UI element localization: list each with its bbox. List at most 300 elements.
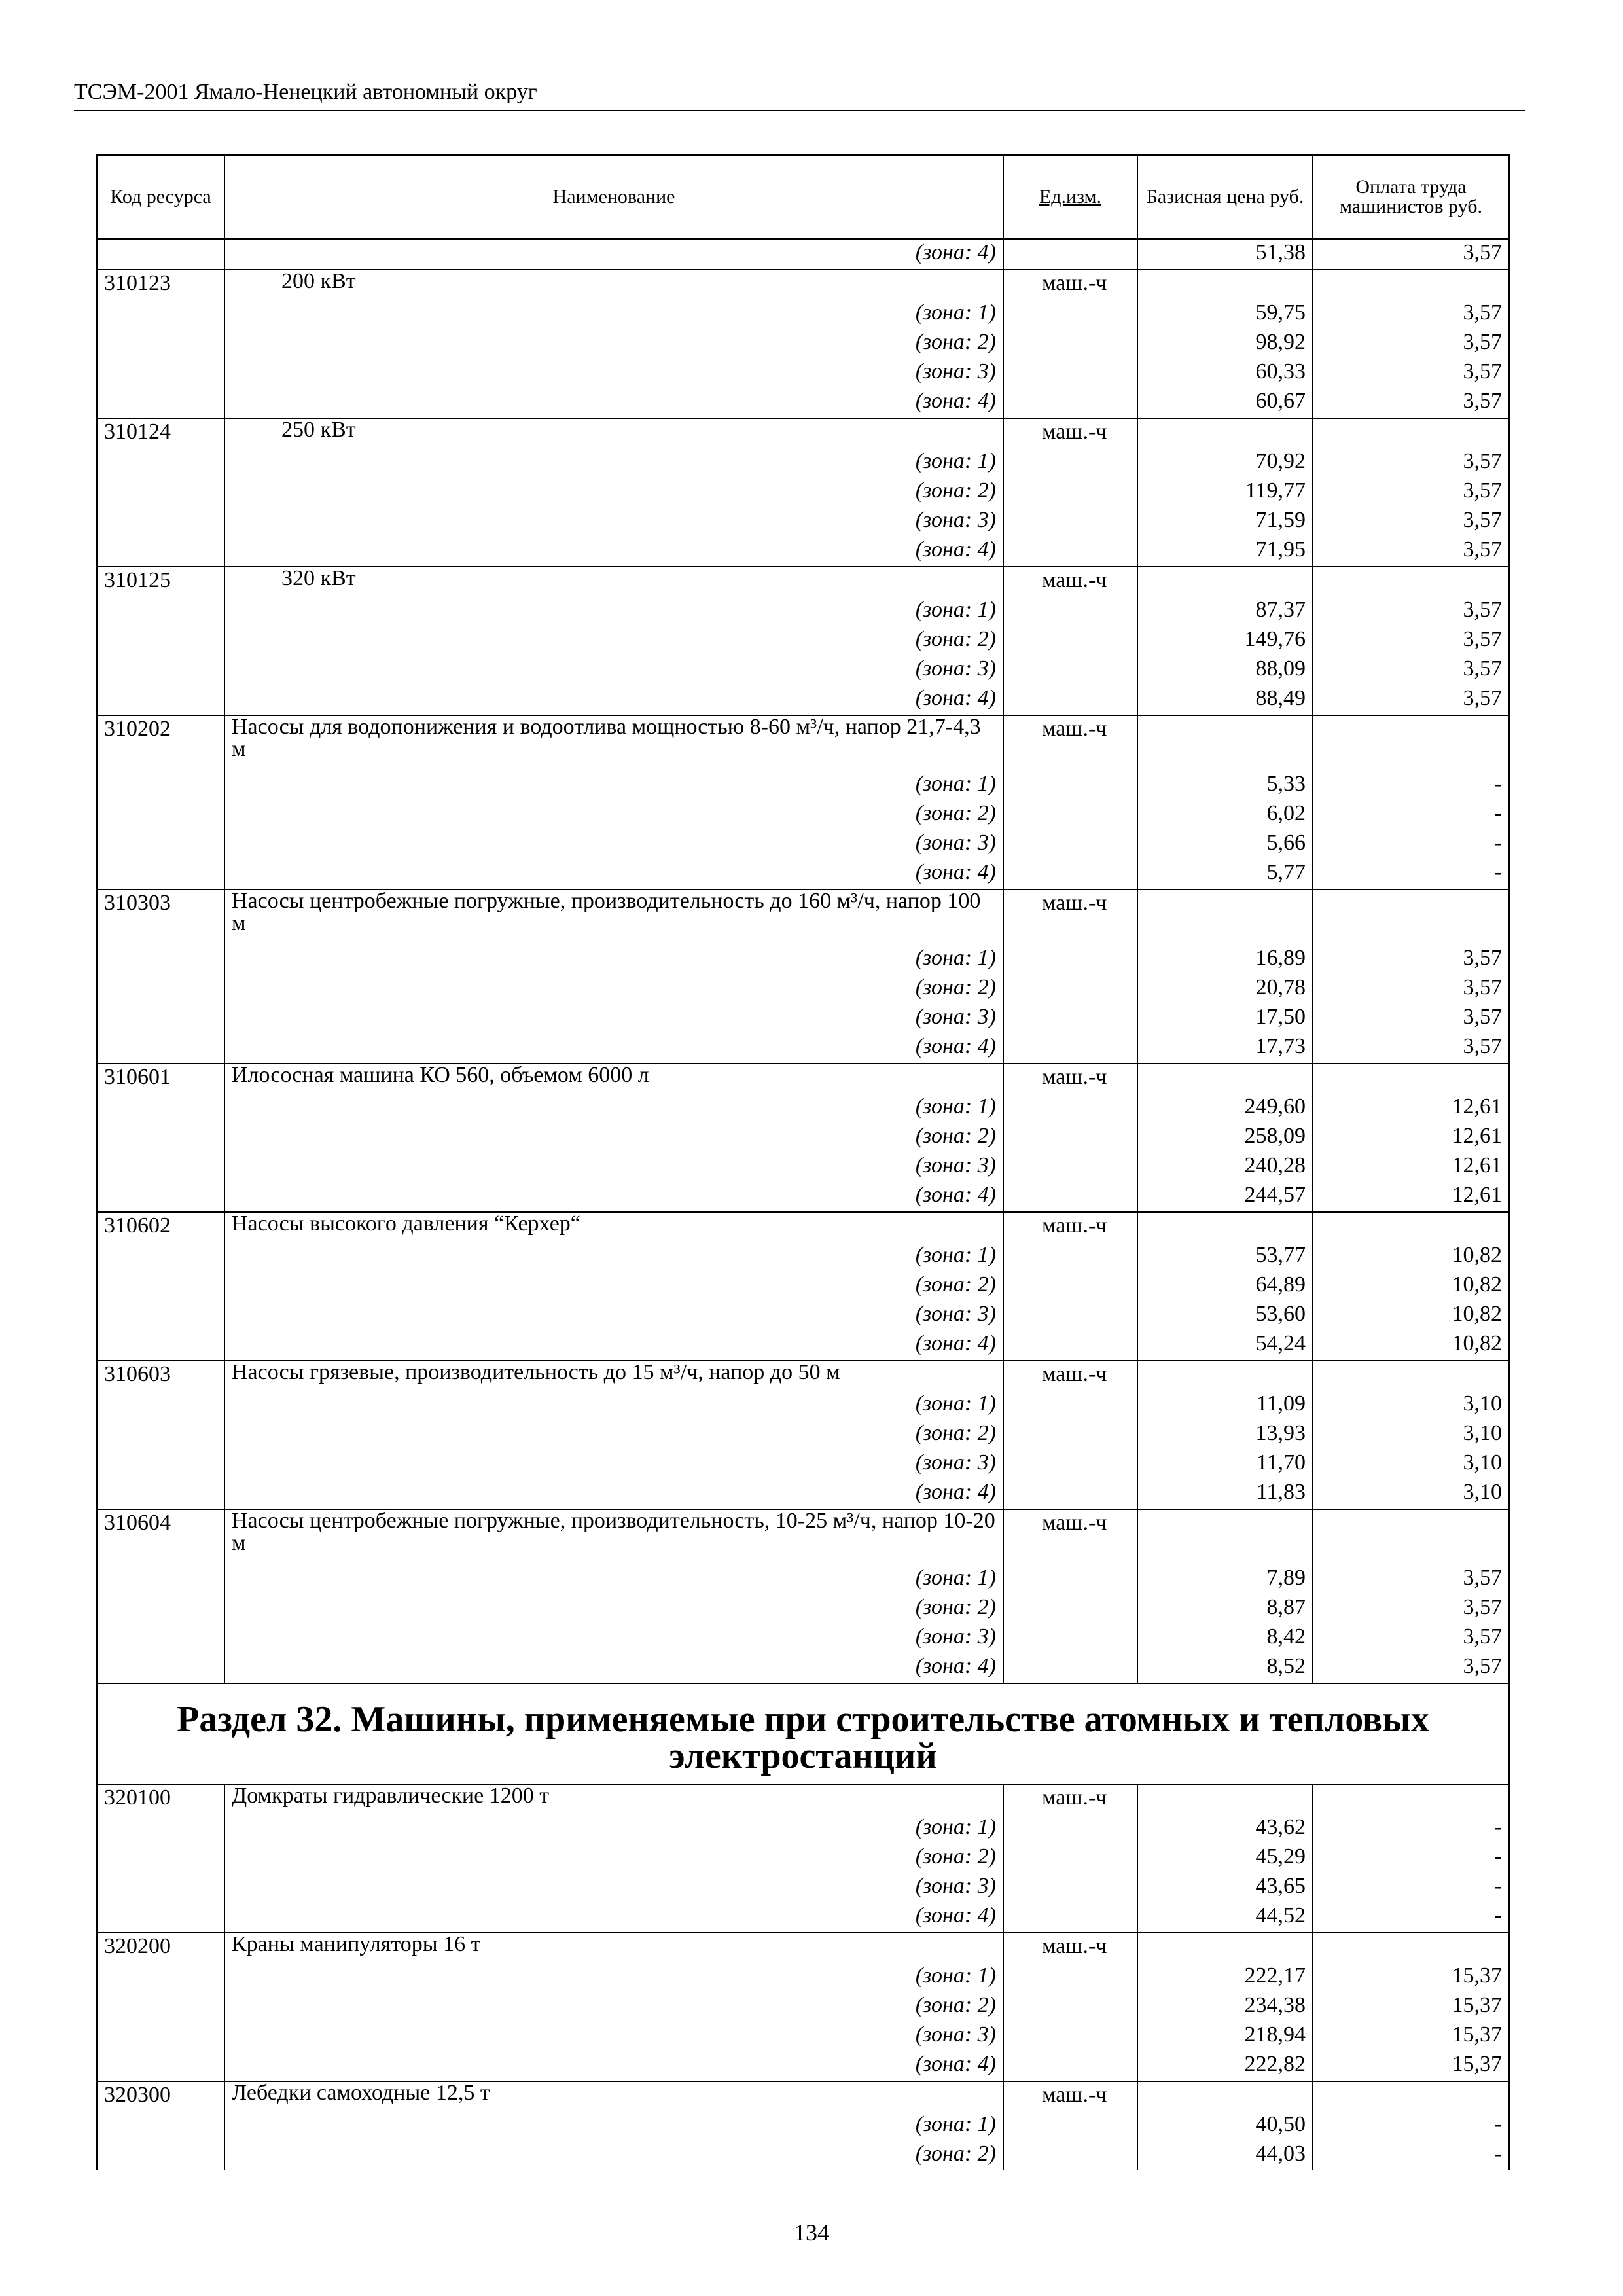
price-cell [1137, 1212, 1313, 1242]
code-cell [97, 1565, 224, 1594]
zone-label: (зона: 4) [224, 1903, 1003, 1933]
price-cell [1137, 1064, 1313, 1094]
unit-cell [1003, 1873, 1137, 1903]
code-cell [97, 1331, 224, 1361]
base-price: 44,03 [1137, 2141, 1313, 2170]
unit-cell [1003, 1565, 1137, 1594]
resource-unit: маш.-ч [1003, 1933, 1137, 1963]
operator-wage: 3,10 [1313, 1479, 1509, 1509]
resource-code: 310603 [97, 1361, 224, 1391]
price-cell [1137, 270, 1313, 300]
operator-wage: 12,61 [1313, 1182, 1509, 1212]
zone-row [97, 2051, 1509, 2081]
zone-label: (зона: 1) [224, 300, 1003, 329]
operator-wage: 3,57 [1313, 1653, 1509, 1683]
unit-cell [1003, 830, 1137, 859]
operator-wage: - [1313, 771, 1509, 800]
code-cell [97, 507, 224, 537]
resource-code: 310604 [97, 1509, 224, 1565]
resource-name: Илососная машина КО 560, объемом 6000 л [224, 1064, 1003, 1094]
zone-row [97, 1903, 1509, 1933]
zone-row [97, 1182, 1509, 1212]
operator-wage: 3,57 [1313, 626, 1509, 656]
wage-cell [1313, 418, 1509, 448]
zone-row [97, 1301, 1509, 1331]
column-header-unit [1003, 155, 1137, 239]
unit-cell [1003, 1004, 1137, 1033]
operator-wage: - [1313, 859, 1509, 889]
zone-label: (зона: 3) [224, 2022, 1003, 2051]
operator-wage: 3,10 [1313, 1391, 1509, 1420]
operator-wage: - [1313, 800, 1509, 830]
base-price: 5,77 [1137, 859, 1313, 889]
zone-label: (зона: 4) [224, 859, 1003, 889]
price-cell [1137, 2081, 1313, 2111]
unit-cell [1003, 1420, 1137, 1450]
price-cell [1137, 1784, 1313, 1814]
operator-wage: - [1313, 1844, 1509, 1873]
zone-row [97, 478, 1509, 507]
base-price: 244,57 [1137, 1182, 1313, 1212]
operator-wage: 10,82 [1313, 1272, 1509, 1301]
zone-label: (зона: 1) [224, 1391, 1003, 1420]
unit-cell [1003, 1814, 1137, 1844]
unit-cell [1003, 1331, 1137, 1361]
unit-cell [1003, 656, 1137, 685]
unit-cell [1003, 1153, 1137, 1182]
zone-row [97, 1873, 1509, 1903]
resource-unit: маш.-ч [1003, 889, 1137, 945]
base-price: 258,09 [1137, 1123, 1313, 1153]
wage-cell [1313, 1212, 1509, 1242]
base-price: 149,76 [1137, 626, 1313, 656]
zone-label: (зона: 4) [224, 1033, 1003, 1064]
zone-row [97, 626, 1509, 656]
base-price: 11,70 [1137, 1450, 1313, 1479]
operator-wage: 12,61 [1313, 1123, 1509, 1153]
base-price: 234,38 [1137, 1992, 1313, 2022]
resource-code: 310123 [97, 270, 224, 300]
zone-row [97, 1992, 1509, 2022]
unit-cell [1003, 329, 1137, 359]
code-cell [97, 2022, 224, 2051]
wage-cell [1313, 270, 1509, 300]
resource-unit: маш.-ч [1003, 1784, 1137, 1814]
operator-wage: 12,61 [1313, 1153, 1509, 1182]
groups-part-1 [97, 270, 1509, 1683]
resource-row [97, 1212, 1509, 1242]
wage-cell [1313, 1064, 1509, 1094]
zone-row [97, 1272, 1509, 1301]
zone-row [97, 1004, 1509, 1033]
zone-row [97, 1963, 1509, 1992]
price-cell [1137, 889, 1313, 945]
base-price: 17,50 [1137, 1004, 1313, 1033]
zone-label: (зона: 3) [224, 656, 1003, 685]
column-header-name: Наименование [224, 155, 1003, 239]
resource-code: 310202 [97, 715, 224, 771]
price-cell [1137, 418, 1313, 448]
base-price: 218,94 [1137, 2022, 1313, 2051]
unit-cell [1003, 975, 1137, 1004]
resource-name: Насосы центробежные погружные, производительность, 10-25 м³/ч, напор 10-20 м [224, 1509, 1003, 1565]
zone-label: (зона: 4) [224, 2051, 1003, 2081]
zone-row [97, 359, 1509, 388]
zone-label: (зона: 1) [224, 1814, 1003, 1844]
unit-cell [1003, 1992, 1137, 2022]
column-header-wage: Оплата труда машинистов руб. [1313, 155, 1509, 239]
zone-label: (зона: 1) [224, 945, 1003, 975]
code-cell [97, 2051, 224, 2081]
unit-cell [1003, 1391, 1137, 1420]
zone-row [97, 2141, 1509, 2170]
base-price: 60,33 [1137, 359, 1313, 388]
zone-row [97, 1450, 1509, 1479]
code-cell [97, 1624, 224, 1653]
code-cell [97, 1391, 224, 1420]
resource-unit: маш.-ч [1003, 2081, 1137, 2111]
zone-label: (зона: 1) [224, 771, 1003, 800]
price-cell [1137, 715, 1313, 771]
resource-name: 200 кВт [224, 270, 1003, 300]
operator-wage: 3,57 [1313, 448, 1509, 478]
zone-label: (зона: 4) [224, 388, 1003, 418]
code-cell [97, 478, 224, 507]
base-price: 59,75 [1137, 300, 1313, 329]
unit-cell [1003, 626, 1137, 656]
base-price: 98,92 [1137, 329, 1313, 359]
unit-cell [1003, 1301, 1137, 1331]
base-price: 64,89 [1137, 1272, 1313, 1301]
resource-row [97, 715, 1509, 771]
base-price: 87,37 [1137, 597, 1313, 626]
zone-label: (зона: 4) [224, 537, 1003, 567]
code-cell [97, 359, 224, 388]
zone-row [97, 1242, 1509, 1272]
resource-unit: маш.-ч [1003, 1509, 1137, 1565]
code-cell [97, 1594, 224, 1624]
zone-label: (зона: 3) [224, 1004, 1003, 1033]
operator-wage: 3,57 [1313, 478, 1509, 507]
base-price: 20,78 [1137, 975, 1313, 1004]
table-header-row [97, 155, 1509, 239]
unit-cell [1003, 1963, 1137, 1992]
zone-label: (зона: 2) [224, 329, 1003, 359]
resource-row [97, 1064, 1509, 1094]
zone-label: (зона: 1) [224, 2111, 1003, 2141]
base-price: 13,93 [1137, 1420, 1313, 1450]
carry-over-row [97, 239, 1509, 270]
base-price: 222,82 [1137, 2051, 1313, 2081]
price-cell [1137, 567, 1313, 597]
resource-unit: маш.-ч [1003, 1212, 1137, 1242]
zone-label: (зона: 2) [224, 1844, 1003, 1873]
zone-row [97, 1153, 1509, 1182]
code-cell [97, 1272, 224, 1301]
operator-wage: 3,57 [1313, 1594, 1509, 1624]
zone-row [97, 329, 1509, 359]
unit-cell [1003, 388, 1137, 418]
code-cell [97, 1004, 224, 1033]
code-cell [97, 1844, 224, 1873]
code-cell [97, 448, 224, 478]
base-price: 249,60 [1137, 1094, 1313, 1123]
zone-label: (зона: 2) [224, 1594, 1003, 1624]
unit-cell [1003, 1594, 1137, 1624]
zone-row [97, 1565, 1509, 1594]
zone-label: (зона: 3) [224, 359, 1003, 388]
zone-label: (зона: 1) [224, 1094, 1003, 1123]
wage-cell [1313, 715, 1509, 771]
operator-wage: 3,57 [1313, 975, 1509, 1004]
zone-label: (зона: 4) [224, 1653, 1003, 1683]
operator-wage: 3,57 [1313, 359, 1509, 388]
zone-label: (зона: 3) [224, 1153, 1003, 1182]
unit-cell [1003, 945, 1137, 975]
unit-cell [1003, 300, 1137, 329]
zone-label: (зона: 1) [224, 597, 1003, 626]
zone-row [97, 1844, 1509, 1873]
zone-label: (зона: 3) [224, 1450, 1003, 1479]
unit-cell [1003, 359, 1137, 388]
resource-unit: маш.-ч [1003, 1064, 1137, 1094]
code-cell [97, 1033, 224, 1064]
unit-cell [1003, 1033, 1137, 1064]
operator-wage: 3,57 [1313, 597, 1509, 626]
resource-row [97, 2081, 1509, 2111]
wage-cell [1313, 1509, 1509, 1565]
code-cell [97, 388, 224, 418]
resource-code: 320100 [97, 1784, 224, 1814]
operator-wage: - [1313, 830, 1509, 859]
wage-cell [1313, 2081, 1509, 2111]
operator-wage: 15,37 [1313, 1963, 1509, 1992]
base-price: 6,02 [1137, 800, 1313, 830]
zone-row [97, 830, 1509, 859]
resource-row [97, 270, 1509, 300]
operator-wage: 10,82 [1313, 1331, 1509, 1361]
resource-row [97, 1361, 1509, 1391]
zone-row [97, 800, 1509, 830]
zone-label: (зона: 1) [224, 1963, 1003, 1992]
zone-label: (зона: 2) [224, 1272, 1003, 1301]
zone-row [97, 537, 1509, 567]
code-cell [97, 1653, 224, 1683]
zone-row [97, 1391, 1509, 1420]
code-cell [97, 945, 224, 975]
resource-name: 250 кВт [224, 418, 1003, 448]
zone-row [97, 685, 1509, 715]
resource-name: Насосы высокого давления “Керхер“ [224, 1212, 1003, 1242]
section-row [97, 1683, 1509, 1784]
base-price: 16,89 [1137, 945, 1313, 975]
zone-label: (зона: 3) [224, 830, 1003, 859]
resource-row [97, 889, 1509, 945]
operator-wage: - [1313, 2141, 1509, 2170]
operator-wage: 10,82 [1313, 1242, 1509, 1272]
unit-cell [1003, 448, 1137, 478]
zone-row [97, 771, 1509, 800]
unit-cell [1003, 771, 1137, 800]
code-cell [97, 1903, 224, 1933]
unit-cell [1003, 1653, 1137, 1683]
zone-row [97, 2111, 1509, 2141]
operator-wage: 12,61 [1313, 1094, 1509, 1123]
unit-cell [1003, 2111, 1137, 2141]
wage-cell [1313, 1784, 1509, 1814]
operator-wage: 3,57 [1313, 300, 1509, 329]
zone-row [97, 945, 1509, 975]
code-cell [97, 329, 224, 359]
resource-code: 310303 [97, 889, 224, 945]
unit-cell [1003, 537, 1137, 567]
operator-wage: - [1313, 1903, 1509, 1933]
base-price: 71,95 [1137, 537, 1313, 567]
operator-wage: 3,57 [1313, 685, 1509, 715]
code-cell [97, 656, 224, 685]
zone-row [97, 1420, 1509, 1450]
resource-code: 310124 [97, 418, 224, 448]
wage-cell [1313, 567, 1509, 597]
unit-cell [1003, 2141, 1137, 2170]
base-price: 17,73 [1137, 1033, 1313, 1064]
resource-unit: маш.-ч [1003, 1361, 1137, 1391]
code-cell [97, 1242, 224, 1272]
unit-cell [1003, 1242, 1137, 1272]
code-cell [97, 597, 224, 626]
zone-row [97, 448, 1509, 478]
code-cell [97, 1450, 224, 1479]
wage-cell [1313, 889, 1509, 945]
operator-wage: 3,57 [1313, 329, 1509, 359]
zone-label: (зона: 3) [224, 507, 1003, 537]
base-price: 88,09 [1137, 656, 1313, 685]
unit-cell [1003, 239, 1137, 270]
operator-wage: 3,57 [1313, 1624, 1509, 1653]
operator-wage: 15,37 [1313, 2022, 1509, 2051]
code-cell [97, 1123, 224, 1153]
base-price: 43,65 [1137, 1873, 1313, 1903]
price-cell [1137, 1361, 1313, 1391]
base-price: 88,49 [1137, 685, 1313, 715]
base-price: 11,09 [1137, 1391, 1313, 1420]
resource-unit: маш.-ч [1003, 418, 1137, 448]
resource-name: Лебедки самоходные 12,5 т [224, 2081, 1003, 2111]
zone-label: (зона: 3) [224, 1873, 1003, 1903]
code-cell [97, 1182, 224, 1212]
base-price: 70,92 [1137, 448, 1313, 478]
unit-cell [1003, 800, 1137, 830]
operator-wage: 3,57 [1313, 656, 1509, 685]
resource-row [97, 1933, 1509, 1963]
code-cell [97, 800, 224, 830]
zone-label: (зона: 4) [224, 1331, 1003, 1361]
code-cell [97, 830, 224, 859]
base-price: 5,33 [1137, 771, 1313, 800]
resource-name: Домкраты гидравлические 1200 т [224, 1784, 1003, 1814]
code-cell [97, 1094, 224, 1123]
zone-cell: (зона: 4) [224, 239, 1003, 270]
resource-row [97, 567, 1509, 597]
zone-row [97, 1594, 1509, 1624]
zone-label: (зона: 2) [224, 1123, 1003, 1153]
table-body [97, 239, 1509, 270]
zone-row [97, 1331, 1509, 1361]
zone-label: (зона: 2) [224, 478, 1003, 507]
code-cell [97, 2111, 224, 2141]
operator-wage: 3,57 [1313, 388, 1509, 418]
zone-label: (зона: 3) [224, 1301, 1003, 1331]
unit-cell [1003, 1903, 1137, 1933]
unit-cell [1003, 597, 1137, 626]
wage-cell [1313, 1933, 1509, 1963]
zone-label: (зона: 3) [224, 1624, 1003, 1653]
price-cell: 51,38 [1137, 239, 1313, 270]
resource-unit: маш.-ч [1003, 567, 1137, 597]
unit-cell [1003, 507, 1137, 537]
zone-row [97, 859, 1509, 889]
base-price: 8,87 [1137, 1594, 1313, 1624]
zone-row [97, 2022, 1509, 2051]
zone-label: (зона: 2) [224, 975, 1003, 1004]
operator-wage: 3,57 [1313, 1004, 1509, 1033]
code-cell [97, 1479, 224, 1509]
zone-label: (зона: 1) [224, 1242, 1003, 1272]
zone-row [97, 388, 1509, 418]
resource-code: 320300 [97, 2081, 224, 2111]
base-price: 53,60 [1137, 1301, 1313, 1331]
base-price: 11,83 [1137, 1479, 1313, 1509]
zone-label: (зона: 2) [224, 1420, 1003, 1450]
operator-wage: 3,57 [1313, 507, 1509, 537]
zone-row [97, 507, 1509, 537]
zone-row [97, 1814, 1509, 1844]
code-cell [97, 2141, 224, 2170]
operator-wage: 15,37 [1313, 2051, 1509, 2081]
code-cell [97, 859, 224, 889]
resource-code: 310602 [97, 1212, 224, 1242]
resource-name: Краны манипуляторы 16 т [224, 1933, 1003, 1963]
zone-row [97, 975, 1509, 1004]
resource-name: Насосы центробежные погружные, производительность до 160 м³/ч, напор 100 м [224, 889, 1003, 945]
zone-row [97, 1033, 1509, 1064]
base-price: 44,52 [1137, 1903, 1313, 1933]
unit-cell [1003, 1272, 1137, 1301]
operator-wage: - [1313, 2111, 1509, 2141]
code-cell [97, 1301, 224, 1331]
code-cell [97, 1814, 224, 1844]
operator-wage: 3,57 [1313, 945, 1509, 975]
operator-wage: - [1313, 1873, 1509, 1903]
zone-label: (зона: 2) [224, 2141, 1003, 2170]
zone-row [97, 1624, 1509, 1653]
zone-row [97, 597, 1509, 626]
base-price: 71,59 [1137, 507, 1313, 537]
column-header-price: Базисная цена руб. [1137, 155, 1313, 239]
code-cell [97, 1992, 224, 2022]
resource-row [97, 1509, 1509, 1565]
base-price: 5,66 [1137, 830, 1313, 859]
resource-unit: маш.-ч [1003, 715, 1137, 771]
zone-row [97, 1094, 1509, 1123]
zone-label: (зона: 4) [224, 1479, 1003, 1509]
column-header-code: Код ресурса [97, 155, 224, 239]
price-table [96, 154, 1510, 2170]
price-cell [1137, 1933, 1313, 1963]
operator-wage: 3,57 [1313, 537, 1509, 567]
code-cell [97, 685, 224, 715]
unit-cell [1003, 2051, 1137, 2081]
